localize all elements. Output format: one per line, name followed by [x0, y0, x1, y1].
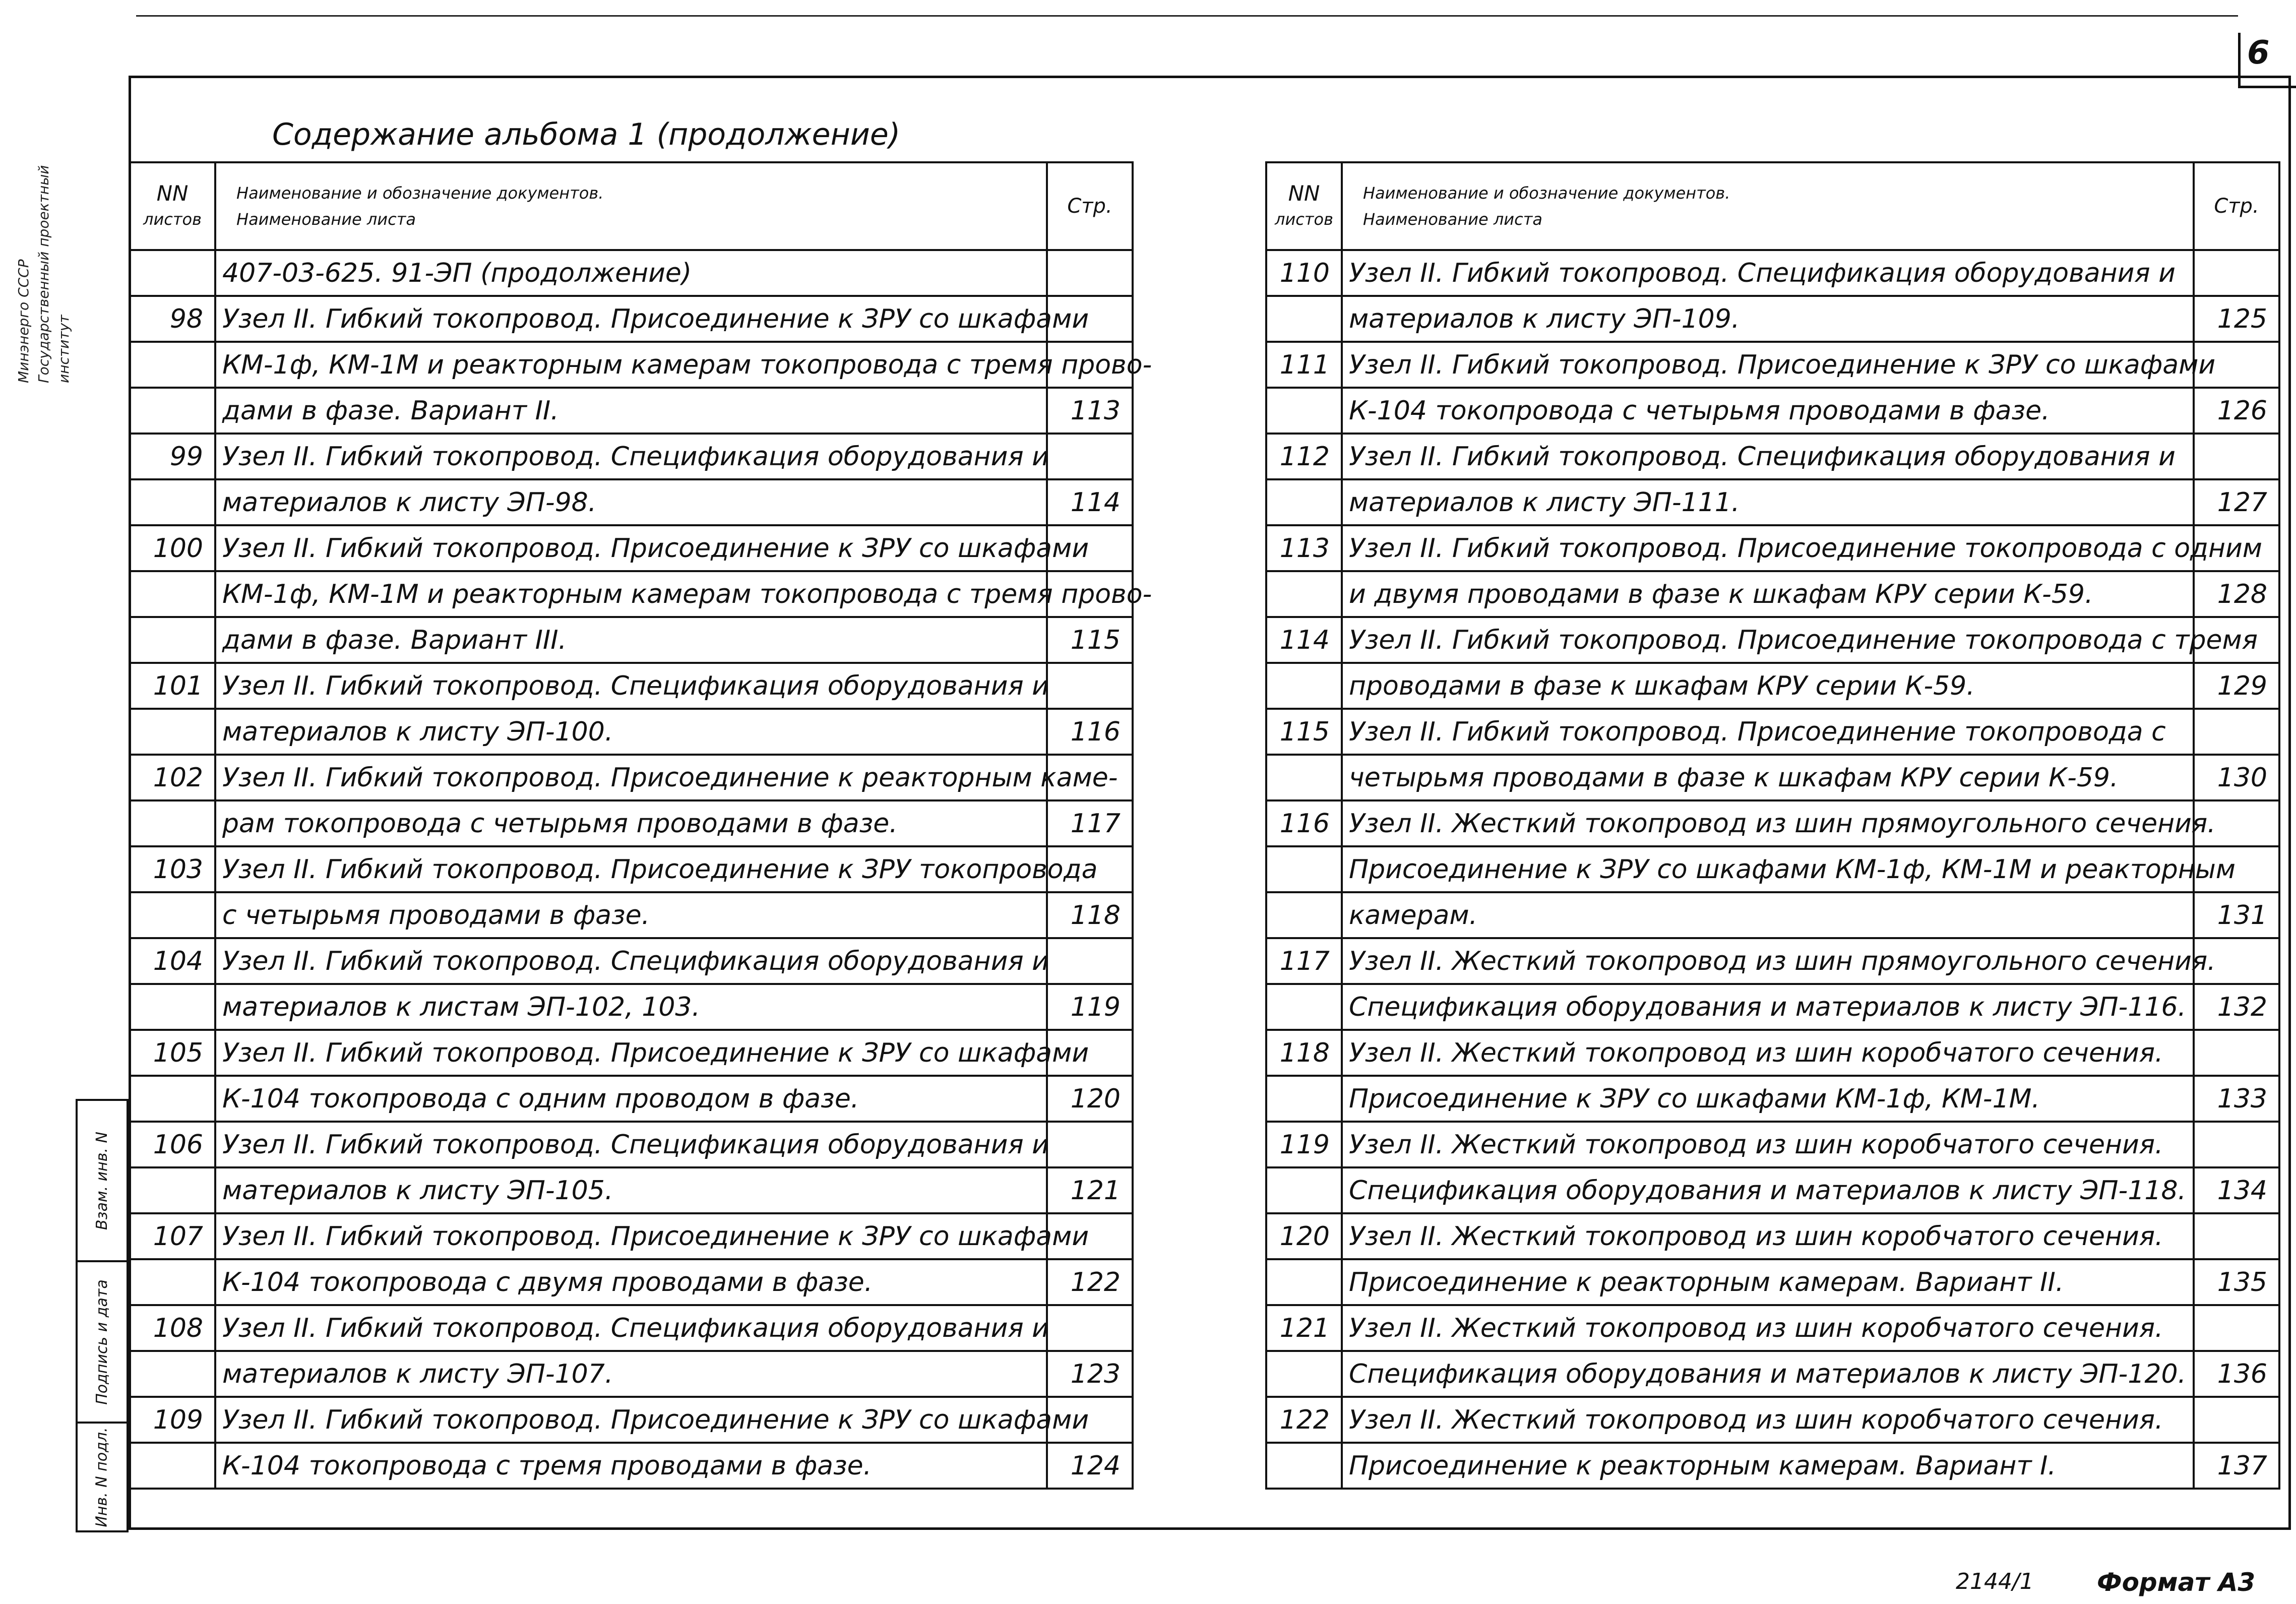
toc-row: [1266, 1351, 2279, 1397]
sheet-number-cell: [130, 342, 215, 388]
margin-stamp: [5, 141, 126, 393]
sheet-number-cell: 105: [130, 1030, 215, 1076]
page-cell: [2194, 1397, 2279, 1443]
document-name-cell: Узел II. Гибкий токопровод. Присоединение к реакторным каме-: [215, 755, 1047, 800]
toc-row: [130, 1259, 1133, 1305]
document-name-cell: материалов к листу ЭП-100.: [215, 709, 1047, 755]
sheet-number-cell: [1266, 1443, 1342, 1489]
document-name-cell: Узел II. Жесткий токопровод из шин коробчатого сечения.: [1342, 1213, 2194, 1259]
sheet-number-cell: 114: [1266, 617, 1342, 663]
document-name-cell: Спецификация оборудования и материалов к листу ЭП-120.: [1342, 1351, 2194, 1397]
sheet-number-cell: [130, 800, 215, 846]
document-name-cell: Узел II. Гибкий токопровод. Спецификация оборудования и: [1342, 250, 2194, 296]
page-cell: 134: [2194, 1167, 2279, 1213]
toc-row: [1266, 800, 2279, 846]
toc-row: [130, 1213, 1133, 1259]
page-cell: 133: [2194, 1076, 2279, 1122]
sheet-number-cell: 109: [130, 1397, 215, 1443]
toc-table-left: [129, 161, 1152, 1490]
toc-row: [130, 800, 1133, 846]
toc-row: [1266, 571, 2279, 617]
page-cell: 135: [2194, 1259, 2279, 1305]
toc-row: [1266, 938, 2279, 984]
sheet-number-cell: [130, 892, 215, 938]
toc-row: [1266, 1122, 2279, 1167]
header-sheet-number: NN листов: [1266, 162, 1342, 250]
page-cell: [2194, 250, 2279, 296]
document-name-cell: К-104 токопровода с тремя проводами в фазе.: [215, 1443, 1047, 1489]
toc-row: [130, 755, 1133, 800]
sheet-number-cell: 115: [1266, 709, 1342, 755]
document-name-cell: Узел II. Гибкий токопровод. Присоединение к ЗРУ со шкафами: [215, 1397, 1047, 1443]
toc-row: [130, 1167, 1133, 1213]
page-cell: 132: [2194, 984, 2279, 1030]
document-name-cell: Узел II. Гибкий токопровод. Спецификация оборудования и: [215, 938, 1047, 984]
toc-row: [130, 984, 1133, 1030]
document-name-cell: КМ-1ф, КМ-1М и реакторным камерам токопровода с тремя прово-: [215, 571, 1047, 617]
sheet-number-cell: 116: [1266, 800, 1342, 846]
document-name-cell: Узел II. Гибкий токопровод. Присоединение к ЗРУ токопровода: [215, 846, 1047, 892]
page-cell: 126: [2194, 388, 2279, 434]
top-border-line: [136, 15, 2238, 17]
toc-row: [1266, 342, 2279, 388]
page-cell: 119: [1047, 984, 1133, 1030]
page-cell: 114: [1047, 479, 1133, 525]
toc-row: [130, 250, 1133, 296]
document-name-cell: Присоединение к ЗРУ со шкафами КМ-1ф, КМ-1М.: [1342, 1076, 2194, 1122]
sheet-number-cell: [1266, 1259, 1342, 1305]
sheet-number-cell: [1266, 892, 1342, 938]
page-cell: [2194, 434, 2279, 479]
sheet-number-cell: [1266, 755, 1342, 800]
toc-row: [130, 1122, 1133, 1167]
strip-label-inventory: Инв. N подл.: [93, 1427, 111, 1527]
document-name-cell: Узел II. Жесткий токопровод из шин коробчатого сечения.: [1342, 1030, 2194, 1076]
footer-doc-number: 2144/1: [1956, 1569, 2034, 1594]
sheet-number-cell: 121: [1266, 1305, 1342, 1351]
document-name-cell: Узел II. Жесткий токопровод из шин коробчатого сечения.: [1342, 1305, 2194, 1351]
document-name-cell: с четырьмя проводами в фазе.: [215, 892, 1047, 938]
page-cell: [2194, 1122, 2279, 1167]
header-document-name: Наименование и обозначение документов. Наименование листа: [1342, 162, 2194, 250]
page-cell: 124: [1047, 1443, 1133, 1489]
document-name-cell: проводами в фазе к шкафам КРУ серии К-59.: [1342, 663, 2194, 709]
toc-row: [130, 617, 1133, 663]
header-page: Стр.: [2194, 162, 2279, 250]
sheet-number-cell: 112: [1266, 434, 1342, 479]
document-name-cell: Узел II. Гибкий токопровод. Присоединение к ЗРУ со шкафами: [215, 1030, 1047, 1076]
sheet-number-cell: 118: [1266, 1030, 1342, 1076]
sheet-number-cell: [130, 1443, 215, 1489]
document-name-cell: Узел II. Гибкий токопровод. Присоединение к ЗРУ со шкафами: [215, 296, 1047, 342]
page-cell: 113: [1047, 388, 1133, 434]
page-cell: [2194, 1030, 2279, 1076]
document-name-cell: Узел II. Жесткий токопровод из шин коробчатого сечения.: [1342, 1397, 2194, 1443]
page-cell: 129: [2194, 663, 2279, 709]
toc-row: [1266, 892, 2279, 938]
header-page: Стр.: [1047, 162, 1133, 250]
page-cell: [2194, 1213, 2279, 1259]
toc-row: [1266, 296, 2279, 342]
toc-row: [1266, 1030, 2279, 1076]
sheet-number-cell: [130, 571, 215, 617]
sheet-number-cell: 100: [130, 525, 215, 571]
toc-row: [130, 525, 1133, 571]
document-name-cell: Узел II. Гибкий токопровод. Спецификация оборудования и: [215, 1122, 1047, 1167]
document-name-cell: рам токопровода с четырьмя проводами в фазе.: [215, 800, 1047, 846]
header-sheet-number: NN листов: [130, 162, 215, 250]
document-name-cell: Узел II. Гибкий токопровод. Спецификация оборудования и: [1342, 434, 2194, 479]
sheet-number-cell: [1266, 1351, 1342, 1397]
sheet-number-cell: 111: [1266, 342, 1342, 388]
page-title: Содержание альбома 1 (продолжение): [272, 117, 901, 152]
sheet-number-cell: [1266, 846, 1342, 892]
toc-row: [1266, 1305, 2279, 1351]
sheet-number-cell: [130, 388, 215, 434]
toc-row: [1266, 1443, 2279, 1489]
toc-row: [1266, 525, 2279, 571]
toc-header-row: [1266, 162, 2279, 250]
sheet-number-cell: [130, 250, 215, 296]
page-cell: [1047, 250, 1133, 296]
document-name-cell: материалов к листу ЭП-111.: [1342, 479, 2194, 525]
toc-row: [1266, 984, 2279, 1030]
toc-row: [1266, 1397, 2279, 1443]
page-cell: [2194, 709, 2279, 755]
header-document-name: Наименование и обозначение документов. Наименование листа: [215, 162, 1047, 250]
page-cell: 128: [2194, 571, 2279, 617]
document-name-cell: и двумя проводами в фазе к шкафам КРУ серии К-59.: [1342, 571, 2194, 617]
sheet-number-cell: 101: [130, 663, 215, 709]
sheet-number-cell: 119: [1266, 1122, 1342, 1167]
document-name-cell: материалов к листу ЭП-98.: [215, 479, 1047, 525]
toc-row: [1266, 755, 2279, 800]
page-cell: 137: [2194, 1443, 2279, 1489]
side-strip: [76, 1099, 129, 1532]
strip-cell-replacement: [78, 1101, 127, 1262]
margin-stamp-line-2: Государственный проектный: [35, 165, 52, 383]
document-name-cell: Узел II. Жесткий токопровод из шин прямоугольного сечения.: [1342, 938, 2194, 984]
toc-row: [130, 479, 1133, 525]
toc-row: [130, 571, 1133, 617]
document-name-cell: Спецификация оборудования и материалов к листу ЭП-118.: [1342, 1167, 2194, 1213]
sheet-number-cell: [130, 1351, 215, 1397]
sheet-number-cell: 113: [1266, 525, 1342, 571]
document-name-cell: Узел II. Жесткий токопровод из шин прямоугольного сечения.: [1342, 800, 2194, 846]
toc-row: [130, 1030, 1133, 1076]
sheet-number-cell: 120: [1266, 1213, 1342, 1259]
document-name-cell: Узел II. Гибкий токопровод. Присоединение токопровода с одним: [1342, 525, 2194, 571]
sheet-number-cell: [1266, 663, 1342, 709]
page-cell: 136: [2194, 1351, 2279, 1397]
toc-row: [130, 1076, 1133, 1122]
sheet-number-cell: [130, 1259, 215, 1305]
toc-row: [1266, 709, 2279, 755]
strip-label-signature: Подпись и дата: [93, 1279, 111, 1405]
document-name-cell: Узел II. Гибкий токопровод. Присоединение токопровода с: [1342, 709, 2194, 755]
toc-row: [1266, 1213, 2279, 1259]
toc-row: [1266, 388, 2279, 434]
sheet-number-cell: 122: [1266, 1397, 1342, 1443]
document-name-cell: Узел II. Гибкий токопровод. Спецификация оборудования и: [215, 1305, 1047, 1351]
sheet-number-cell: 99: [130, 434, 215, 479]
page-cell: 127: [2194, 479, 2279, 525]
document-name-cell: К-104 токопровода с двумя проводами в фазе.: [215, 1259, 1047, 1305]
page-cell: [1047, 1122, 1133, 1167]
strip-cell-signature: [78, 1262, 127, 1424]
page-cell: 130: [2194, 755, 2279, 800]
toc-row: [1266, 846, 2279, 892]
page-cell: 116: [1047, 709, 1133, 755]
toc-row: [130, 342, 1133, 388]
toc-row: [130, 892, 1133, 938]
page-cell: 115: [1047, 617, 1133, 663]
toc-row: [1266, 434, 2279, 479]
sheet-number-cell: [1266, 388, 1342, 434]
sheet-number-cell: [130, 479, 215, 525]
page-cell: 118: [1047, 892, 1133, 938]
document-name-cell: К-104 токопровода с четырьмя проводами в фазе.: [1342, 388, 2194, 434]
sheet-number-cell: 117: [1266, 938, 1342, 984]
toc-row: [130, 663, 1133, 709]
toc-body-right: [1266, 250, 2279, 1489]
toc-row: [130, 1397, 1133, 1443]
sheet-number-cell: 110: [1266, 250, 1342, 296]
document-name-cell: камерам.: [1342, 892, 2194, 938]
page-cell: 120: [1047, 1076, 1133, 1122]
sheet-number-cell: 103: [130, 846, 215, 892]
document-name-cell: Спецификация оборудования и материалов к листу ЭП-116.: [1342, 984, 2194, 1030]
page-cell: [1047, 663, 1133, 709]
strip-cell-inventory: [78, 1424, 127, 1530]
margin-stamp-line-3: институт: [55, 315, 72, 383]
sheet-number-cell: 107: [130, 1213, 215, 1259]
sheet-number-cell: 98: [130, 296, 215, 342]
document-name-cell: Узел II. Гибкий токопровод. Присоединение к ЗРУ со шкафами: [1342, 342, 2194, 388]
sheet-number-cell: [1266, 479, 1342, 525]
toc-row: [1266, 1259, 2279, 1305]
document-name-cell: 407-03-625. 91-ЭП (продолжение): [215, 250, 1047, 296]
toc-row: [1266, 663, 2279, 709]
sheet-number-cell: [1266, 571, 1342, 617]
toc-row: [1266, 1167, 2279, 1213]
toc-row: [130, 1305, 1133, 1351]
toc-row: [130, 846, 1133, 892]
document-name-cell: Присоединение к реакторным камерам. Вариант I.: [1342, 1443, 2194, 1489]
page-cell: 121: [1047, 1167, 1133, 1213]
page-cell: 117: [1047, 800, 1133, 846]
document-name-cell: материалов к листу ЭП-107.: [215, 1351, 1047, 1397]
strip-label-replacement: Взам. инв. N: [93, 1131, 111, 1230]
document-name-cell: дами в фазе. Вариант II.: [215, 388, 1047, 434]
sheet-number-cell: 108: [130, 1305, 215, 1351]
sheet-number-cell: [1266, 984, 1342, 1030]
toc-row: [1266, 1076, 2279, 1122]
sheet-number-cell: [130, 1167, 215, 1213]
document-name-cell: Узел II. Гибкий токопровод. Спецификация оборудования и: [215, 434, 1047, 479]
page-cell: 125: [2194, 296, 2279, 342]
toc-row: [130, 296, 1133, 342]
toc-row: [130, 938, 1133, 984]
page-cell: [1047, 434, 1133, 479]
margin-stamp-line-1: Минэнерго СССР: [15, 259, 32, 383]
sheet-number-cell: [1266, 296, 1342, 342]
document-name-cell: дами в фазе. Вариант III.: [215, 617, 1047, 663]
sheet-number-cell: [130, 984, 215, 1030]
toc-row: [1266, 617, 2279, 663]
document-name-cell: КМ-1ф, КМ-1М и реакторным камерам токопровода с тремя прово-: [215, 342, 1047, 388]
sheet-number-cell: [130, 709, 215, 755]
sheet-number-cell: 106: [130, 1122, 215, 1167]
sheet-number-cell: [130, 1076, 215, 1122]
toc-row: [130, 434, 1133, 479]
sheet-number-cell: 104: [130, 938, 215, 984]
toc-header-row: [130, 162, 1133, 250]
page-cell: [1047, 1305, 1133, 1351]
document-name-cell: Присоединение к реакторным камерам. Вариант II.: [1342, 1259, 2194, 1305]
toc-row: [1266, 479, 2279, 525]
page-cell: 122: [1047, 1259, 1133, 1305]
document-name-cell: четырьмя проводами в фазе к шкафам КРУ серии К-59.: [1342, 755, 2194, 800]
sheet-number-cell: [1266, 1167, 1342, 1213]
document-name-cell: Узел II. Жесткий токопровод из шин коробчатого сечения.: [1342, 1122, 2194, 1167]
page-cell: 131: [2194, 892, 2279, 938]
document-name-cell: Присоединение к ЗРУ со шкафами КМ-1ф, КМ-1М и реакторным: [1342, 846, 2194, 892]
toc-row: [1266, 250, 2279, 296]
toc-row: [130, 1443, 1133, 1489]
footer-format: Формат А3: [2097, 1568, 2256, 1597]
sheet-number-cell: [1266, 1076, 1342, 1122]
toc-table-right: [1265, 161, 2280, 1490]
sheet-number-cell: 102: [130, 755, 215, 800]
document-name-cell: Узел II. Гибкий токопровод. Присоединение к ЗРУ со шкафами: [215, 525, 1047, 571]
document-name-cell: К-104 токопровода с одним проводом в фазе.: [215, 1076, 1047, 1122]
toc-row: [130, 388, 1133, 434]
toc-row: [130, 709, 1133, 755]
document-name-cell: материалов к листу ЭП-109.: [1342, 296, 2194, 342]
page-cell: 123: [1047, 1351, 1133, 1397]
document-name-cell: Узел II. Гибкий токопровод. Присоединение токопровода с тремя: [1342, 617, 2194, 663]
document-name-cell: Узел II. Гибкий токопровод. Спецификация оборудования и: [215, 663, 1047, 709]
page-cell: [2194, 1305, 2279, 1351]
document-name-cell: Узел II. Гибкий токопровод. Присоединение к ЗРУ со шкафами: [215, 1213, 1047, 1259]
toc-row: [130, 1351, 1133, 1397]
page-number: 6: [2247, 34, 2270, 72]
document-name-cell: материалов к листам ЭП-102, 103.: [215, 984, 1047, 1030]
document-name-cell: материалов к листу ЭП-105.: [215, 1167, 1047, 1213]
sheet-number-cell: [130, 617, 215, 663]
page-cell: [1047, 938, 1133, 984]
toc-body-left: [130, 250, 1152, 1489]
